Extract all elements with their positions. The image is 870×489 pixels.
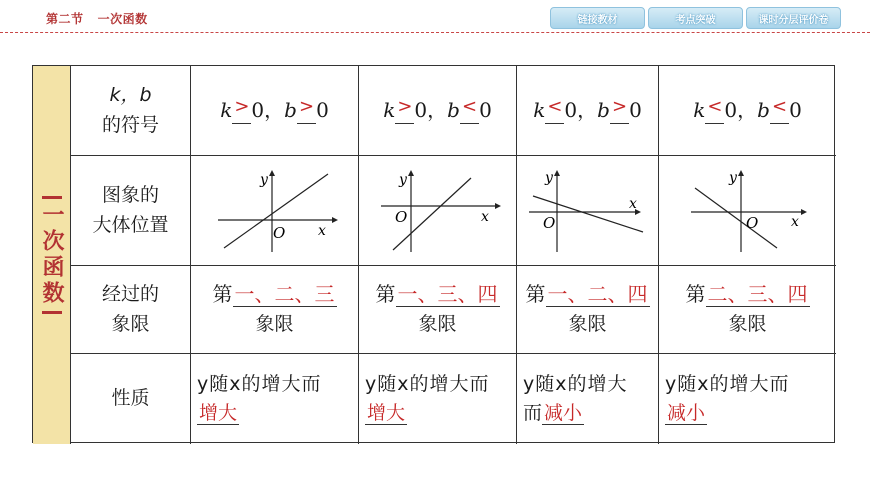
x-axis-label: x bbox=[317, 222, 326, 239]
side-label-cell bbox=[33, 66, 71, 444]
zero: 0 bbox=[629, 98, 642, 122]
sign-cell-2 bbox=[359, 66, 517, 156]
section-title bbox=[46, 10, 148, 27]
row-header-quadrants bbox=[71, 266, 191, 354]
b-label: b bbox=[284, 98, 297, 122]
quadrant-cell-1 bbox=[191, 266, 359, 354]
y-axis-label: y bbox=[544, 169, 553, 186]
b-sign-answer: < bbox=[771, 96, 788, 117]
k-sign-answer: < bbox=[547, 96, 563, 117]
graph-cell-4 bbox=[659, 156, 836, 266]
quadrant-answer: 一、三、四 bbox=[397, 282, 498, 307]
b-label: b bbox=[447, 98, 460, 122]
quadrant-suffix: 象限 bbox=[728, 313, 767, 336]
tab-lesson-assessment[interactable]: 课时分层评价卷 bbox=[746, 7, 841, 29]
b-label: b bbox=[597, 98, 610, 122]
separator: ， bbox=[577, 98, 598, 122]
tab-key-points[interactable]: 考点突破 bbox=[648, 7, 743, 29]
property-cell-2 bbox=[359, 354, 517, 444]
header-divider bbox=[0, 32, 870, 33]
linear-function-table bbox=[32, 65, 835, 443]
separator: ， bbox=[427, 98, 448, 122]
origin-label: O bbox=[272, 223, 285, 242]
property-answer: 增大 bbox=[199, 402, 238, 424]
quadrant-answer: 一、二、三 bbox=[234, 282, 335, 307]
k-label: k bbox=[220, 98, 233, 122]
y-axis-label: y bbox=[398, 171, 407, 188]
graph-cell-2 bbox=[359, 156, 517, 266]
zero: 0 bbox=[479, 98, 492, 122]
b-sign-answer: < bbox=[461, 96, 478, 117]
k-label: k bbox=[533, 98, 546, 122]
quadrant-cell-4 bbox=[659, 266, 836, 354]
k-label: k bbox=[693, 98, 706, 122]
zero: 0 bbox=[316, 98, 329, 122]
zero: 0 bbox=[564, 98, 578, 122]
quadrant-cell-3 bbox=[517, 266, 659, 354]
graph-header-line2: 大体位置 bbox=[92, 213, 169, 236]
y-axis-label: y bbox=[259, 171, 268, 188]
origin-label: O bbox=[394, 207, 407, 226]
side-bar-top bbox=[42, 196, 62, 199]
graph-cell-1 bbox=[191, 156, 359, 266]
origin-label: O bbox=[745, 213, 758, 232]
graph-cell-3 bbox=[517, 156, 659, 266]
graph-k-neg-b-neg bbox=[683, 166, 813, 256]
property-answer: 减小 bbox=[544, 402, 583, 424]
quadrant-prefix: 第 bbox=[525, 282, 546, 307]
property-text: y随x的增大而 bbox=[365, 372, 490, 395]
property-cell-1 bbox=[191, 354, 359, 444]
property-answer: 减小 bbox=[667, 402, 706, 424]
quadrant-header-line1: 经过的 bbox=[101, 283, 159, 306]
separator: ， bbox=[264, 98, 285, 122]
origin-label: O bbox=[542, 213, 555, 232]
row-header-signs bbox=[71, 66, 191, 156]
section-number: 第二节 bbox=[46, 12, 84, 26]
graph-header-line1: 图象的 bbox=[101, 184, 159, 207]
zero: 0 bbox=[724, 98, 738, 122]
graph-k-neg-b-pos bbox=[523, 166, 653, 256]
sign-cell-3 bbox=[517, 66, 659, 156]
row-header-property bbox=[71, 354, 191, 444]
property-answer: 增大 bbox=[367, 402, 406, 424]
quadrant-header-line2: 象限 bbox=[111, 312, 150, 335]
tab-textbook-link[interactable]: 链接教材 bbox=[550, 7, 645, 29]
property-text: y随x的增大 bbox=[523, 372, 628, 395]
separator: ， bbox=[737, 98, 758, 122]
k-sign-answer: > bbox=[234, 96, 250, 117]
b-sign-answer: > bbox=[298, 96, 315, 117]
property-header: 性质 bbox=[111, 387, 150, 410]
graph-k-pos-b-pos bbox=[210, 166, 340, 256]
quadrant-suffix: 象限 bbox=[418, 313, 457, 336]
zero: 0 bbox=[789, 98, 802, 122]
signs-header-line2: 的符号 bbox=[101, 113, 159, 136]
property-prefix: 而 bbox=[523, 402, 543, 424]
k-label: k bbox=[383, 98, 396, 122]
b-label: b bbox=[757, 98, 770, 122]
property-cell-3 bbox=[517, 354, 659, 444]
b-sign-answer: > bbox=[611, 96, 628, 117]
quadrant-answer: 二、三、四 bbox=[707, 282, 808, 307]
section-topic: 一次函数 bbox=[97, 12, 148, 26]
side-label: 一次函数 bbox=[39, 203, 64, 307]
zero: 0 bbox=[414, 98, 428, 122]
row-header-graph bbox=[71, 156, 191, 266]
x-axis-label: x bbox=[628, 195, 637, 212]
signs-header-line1: k，b bbox=[109, 84, 152, 107]
x-axis-label: x bbox=[790, 213, 799, 230]
property-text: y随x的增大而 bbox=[665, 372, 790, 395]
quadrant-suffix: 象限 bbox=[568, 313, 607, 336]
property-text: y随x的增大而 bbox=[197, 372, 322, 395]
k-sign-answer: > bbox=[397, 96, 413, 117]
graph-k-pos-b-neg bbox=[373, 166, 503, 256]
sign-cell-1 bbox=[191, 66, 359, 156]
quadrant-prefix: 第 bbox=[685, 282, 706, 307]
zero: 0 bbox=[251, 98, 265, 122]
side-bar-bottom bbox=[42, 311, 62, 314]
top-bar bbox=[0, 0, 870, 34]
quadrant-cell-2 bbox=[359, 266, 517, 354]
x-axis-label: x bbox=[480, 208, 489, 225]
y-axis-label: y bbox=[728, 169, 737, 186]
sign-cell-4 bbox=[659, 66, 836, 156]
quadrant-answer: 一、二、四 bbox=[547, 282, 648, 307]
quadrant-prefix: 第 bbox=[212, 282, 233, 307]
k-sign-answer: < bbox=[707, 96, 723, 117]
quadrant-suffix: 象限 bbox=[255, 313, 294, 336]
quadrant-prefix: 第 bbox=[375, 282, 396, 307]
property-cell-4 bbox=[659, 354, 836, 444]
